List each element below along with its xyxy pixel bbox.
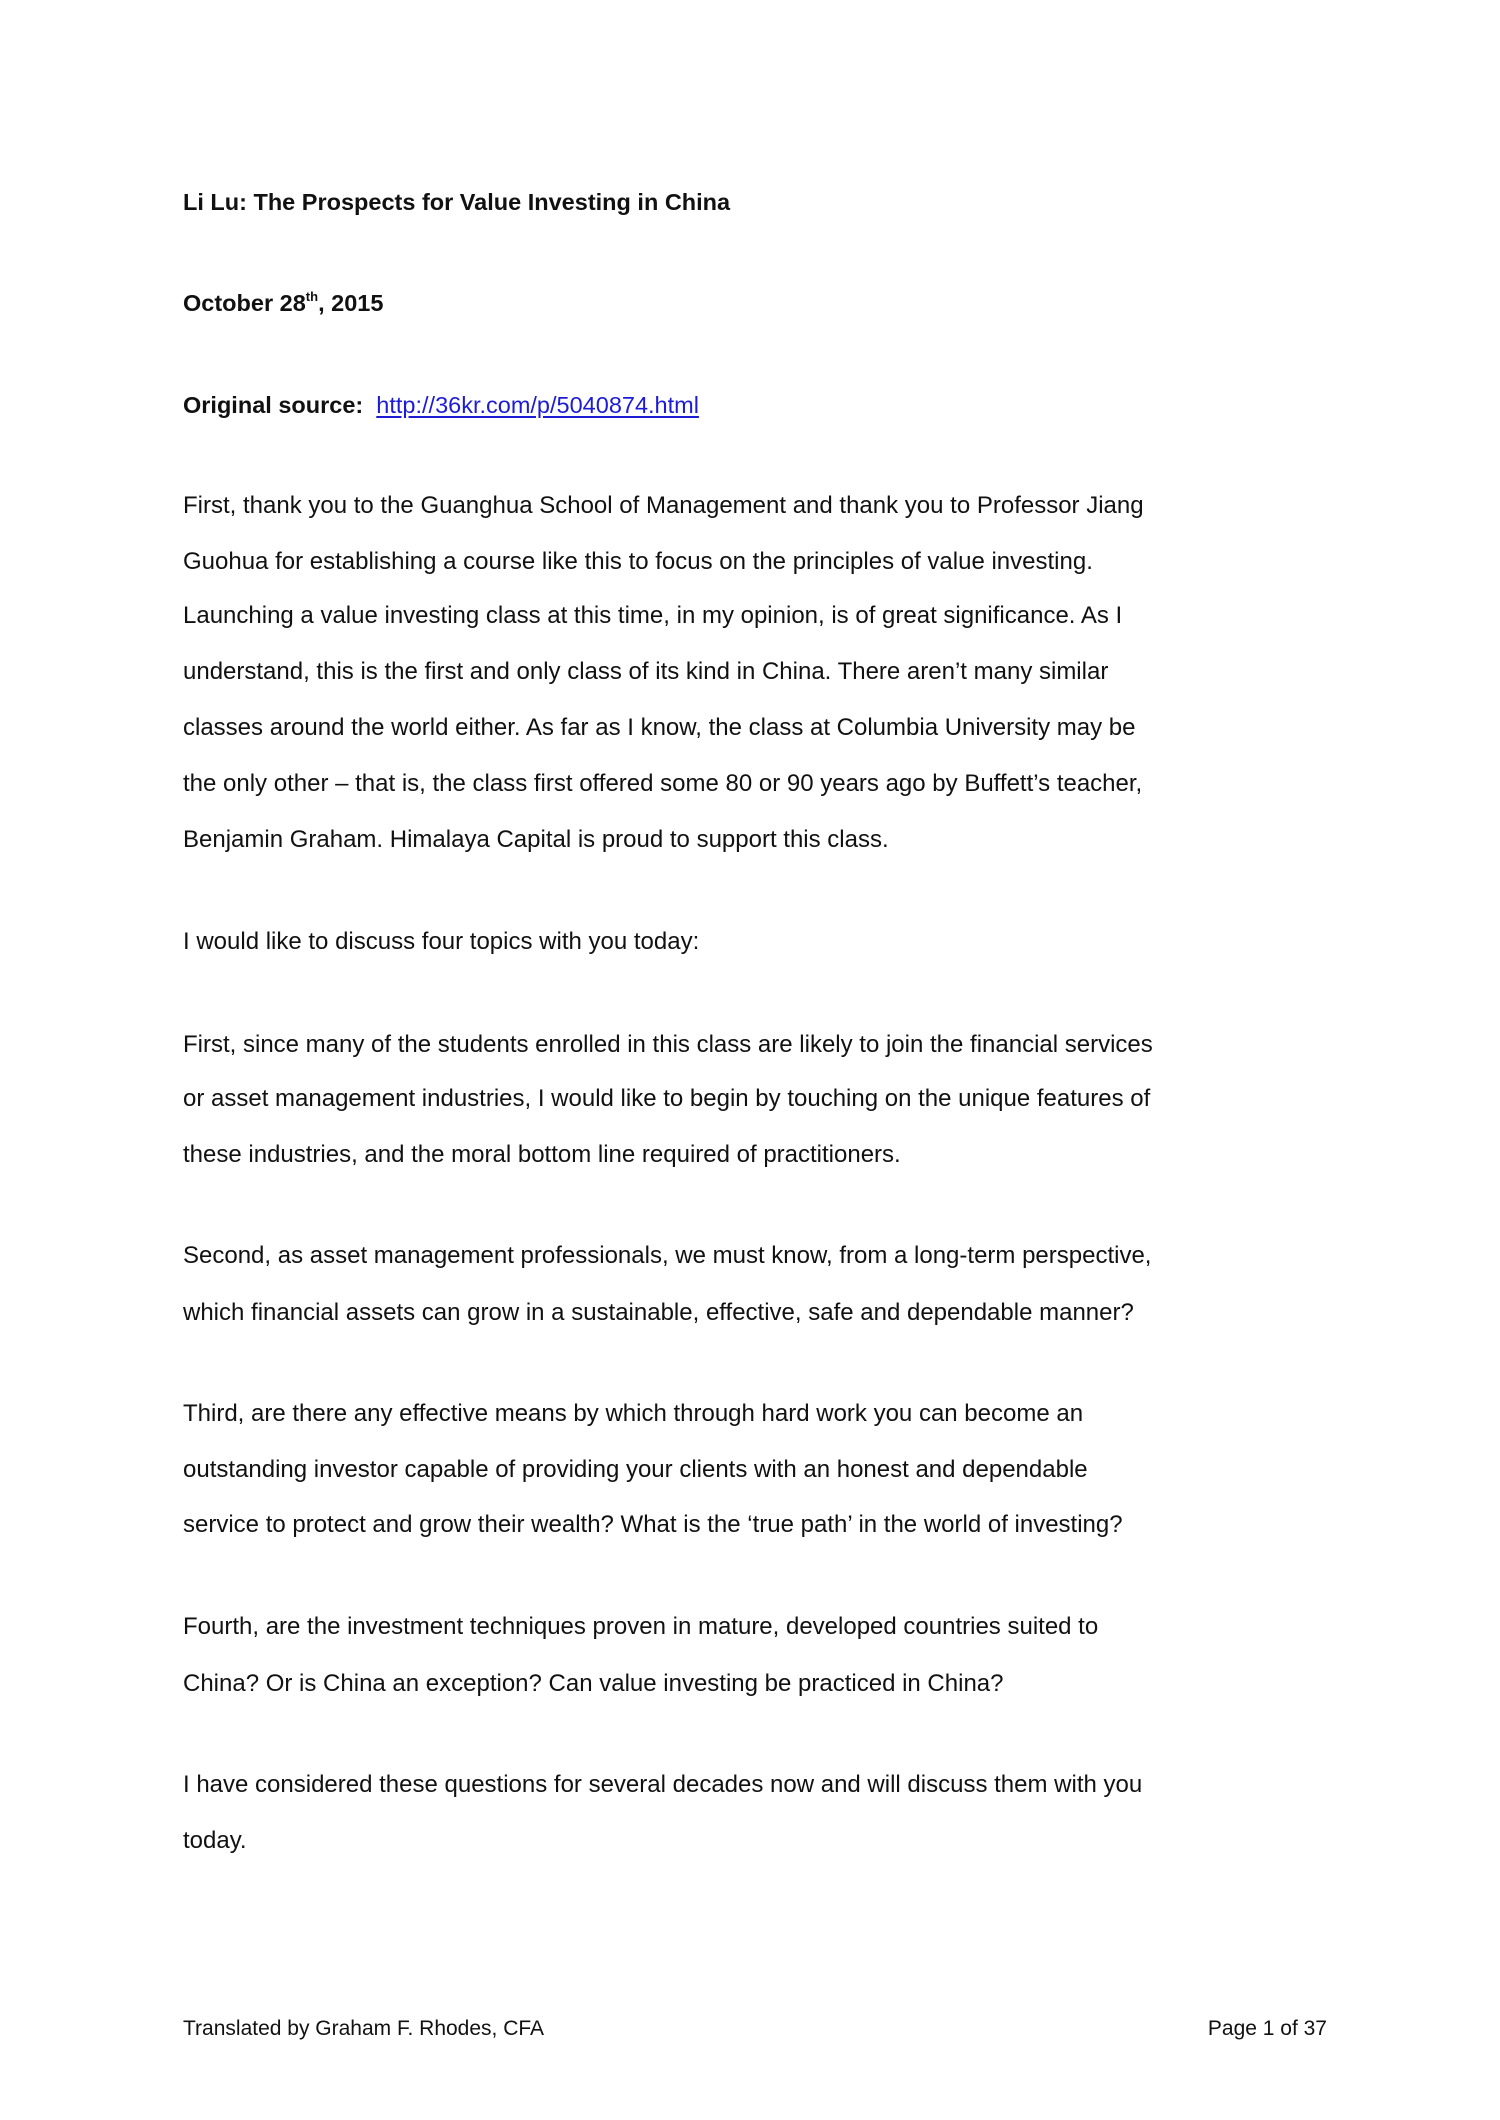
paragraph-line: I would like to discuss four topics with you today: xyxy=(183,928,700,955)
footer-translator: Translated by Graham F. Rhodes, CFA xyxy=(183,2017,545,2040)
date-prefix: October 28 xyxy=(183,290,306,316)
paragraph-line: these industries, and the moral bottom line required of practitioners. xyxy=(183,1141,901,1168)
paragraph-line: China? Or is China an exception? Can value investing be practiced in China? xyxy=(183,1670,1004,1697)
paragraph-line: or asset management industries, I would like to begin by touching on the unique features of xyxy=(183,1085,1151,1112)
footer-page-indicator: Page 1 of 37 xyxy=(1207,2017,1327,2040)
paragraph-line: service to protect and grow their wealth? What is the ‘true path’ in the world of investing? xyxy=(183,1511,1123,1538)
paragraph-line: Fourth, are the investment techniques proven in mature, developed countries suited to xyxy=(183,1613,1099,1640)
title-text: Li Lu: The Prospects for Value Investing in China xyxy=(183,189,731,215)
paragraph-line: outstanding investor capable of providing your clients with an honest and dependable xyxy=(183,1456,1088,1483)
paragraph-line: Guohua for establishing a course like this to focus on the principles of value investing. xyxy=(183,548,1093,575)
date-suffix: , 2015 xyxy=(318,290,384,316)
paragraph-line: I have considered these questions for several decades now and will discuss them with you xyxy=(183,1771,1143,1798)
date-superscript: th xyxy=(305,289,319,304)
paragraph-line: classes around the world either. As far as I know, the class at Columbia University may be xyxy=(183,714,1136,741)
paragraph-line: Third, are there any effective means by which through hard work you can become an xyxy=(183,1400,1084,1427)
document-date xyxy=(183,288,383,318)
paragraph-line: Launching a value investing class at this time, in my opinion, is of great significance. As I xyxy=(183,602,1123,629)
source-label: Original source: xyxy=(183,392,364,418)
paragraph-line: today. xyxy=(183,1827,247,1854)
paragraph-line: understand, this is the first and only class of its kind in China. There aren’t many similar xyxy=(183,658,1109,685)
source-link[interactable]: http://36kr.com/p/5040874.html xyxy=(376,392,699,418)
paragraph-line: First, since many of the students enrolled in this class are likely to join the financial services xyxy=(183,1031,1153,1058)
paragraph-line: First, thank you to the Guanghua School of Management and thank you to Professor Jiang xyxy=(183,492,1144,519)
paragraph-line: which financial assets can grow in a sustainable, effective, safe and dependable manner? xyxy=(183,1299,1134,1326)
paragraph-line: Second, as asset management professionals, we must know, from a long-term perspective, xyxy=(183,1242,1152,1269)
paragraph-line: the only other – that is, the class first offered some 80 or 90 years ago by Buffett’s teacher, xyxy=(183,770,1143,797)
document-title xyxy=(183,187,730,217)
source-line xyxy=(183,390,699,420)
paragraph-line: Benjamin Graham. Himalaya Capital is proud to support this class. xyxy=(183,826,889,853)
